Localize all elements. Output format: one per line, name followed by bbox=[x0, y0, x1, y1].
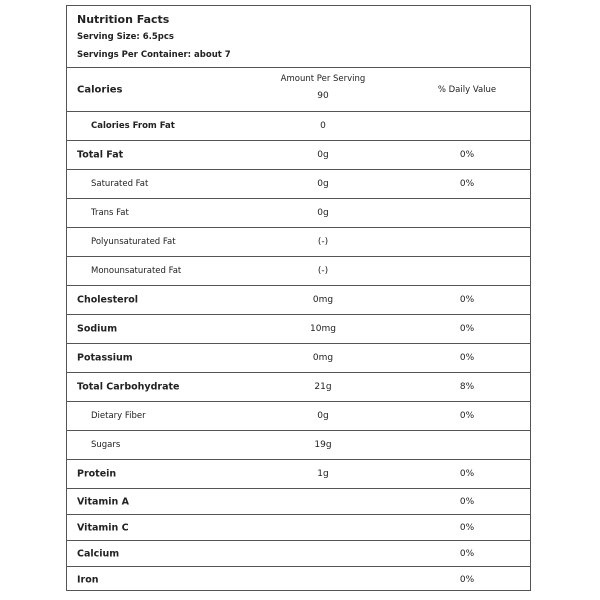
nutrient-row-monounsaturated-fat bbox=[67, 257, 530, 286]
nutrient-label: Cholesterol bbox=[77, 294, 139, 306]
calories-label: Calories bbox=[77, 84, 123, 95]
nutrient-label: Vitamin A bbox=[77, 496, 129, 507]
nutrient-label: Total Carbohydrate bbox=[77, 381, 180, 393]
nutrient-row-polyunsaturated-fat bbox=[67, 228, 530, 257]
nutrient-daily-value: 0% bbox=[459, 150, 475, 160]
nutrient-label: Dietary Fiber bbox=[91, 411, 146, 421]
nutrient-row-vitamin-c bbox=[67, 515, 530, 541]
serving-size: Serving Size: 6.5pcs bbox=[77, 32, 174, 42]
nutrient-row-trans-fat bbox=[67, 199, 530, 228]
nutrient-daily-value: 0% bbox=[459, 295, 475, 305]
nutrient-label: Polyunsaturated Fat bbox=[91, 237, 176, 247]
nutrient-row-sodium bbox=[67, 315, 530, 344]
nutrient-amount: (-) bbox=[317, 266, 329, 276]
nutrient-daily-value: 0% bbox=[459, 353, 475, 363]
nutrient-daily-value: 0% bbox=[459, 548, 475, 559]
nutrient-daily-value: 0% bbox=[459, 411, 475, 421]
panel-title: Nutrition Facts bbox=[77, 13, 170, 26]
nutrient-amount: 0g bbox=[317, 208, 329, 218]
servings-per-container: Servings Per Container: about 7 bbox=[77, 50, 231, 60]
nutrient-daily-value: 0% bbox=[459, 324, 475, 334]
nutrient-row-saturated-fat bbox=[67, 170, 530, 199]
nutrient-daily-value: 0% bbox=[459, 469, 475, 479]
nutrient-amount: 0g bbox=[317, 150, 329, 160]
nutrient-label: Total Fat bbox=[77, 149, 124, 161]
daily-value-header: % Daily Value bbox=[437, 84, 497, 95]
nutrient-amount: 0mg bbox=[312, 353, 334, 363]
nutrient-row-sugars bbox=[67, 431, 530, 460]
nutrient-label: Sugars bbox=[91, 440, 121, 450]
nutrient-daily-value: 0% bbox=[459, 575, 475, 585]
nutrient-row-calcium bbox=[67, 541, 530, 567]
nutrient-amount: 0g bbox=[317, 179, 329, 189]
nutrient-amount: 0 bbox=[320, 121, 326, 131]
nutrient-label: Calcium bbox=[77, 548, 120, 559]
nutrition-header bbox=[67, 6, 530, 68]
nutrient-daily-value: 0% bbox=[459, 179, 475, 189]
nutrient-row-total-fat bbox=[67, 141, 530, 170]
amount-per-serving-header: Amount Per Serving bbox=[280, 74, 366, 84]
nutrient-row-protein bbox=[67, 460, 530, 489]
nutrient-label: Protein bbox=[77, 468, 117, 480]
nutrient-amount: 19g bbox=[314, 440, 332, 450]
nutrient-daily-value: 8% bbox=[459, 382, 475, 392]
nutrient-amount: 1g bbox=[317, 469, 329, 479]
nutrient-amount: 0g bbox=[317, 411, 329, 421]
nutrient-row-calories-from-fat bbox=[67, 112, 530, 141]
nutrient-amount: 0mg bbox=[312, 295, 334, 305]
calories-amount: 90 bbox=[317, 91, 329, 101]
nutrient-row-potassium bbox=[67, 344, 530, 373]
nutrient-label: Iron bbox=[77, 574, 99, 586]
nutrient-amount: (-) bbox=[317, 237, 329, 247]
nutrient-row-dietary-fiber bbox=[67, 402, 530, 431]
nutrient-label: Vitamin C bbox=[77, 522, 129, 533]
nutrient-amount: 10mg bbox=[310, 324, 336, 334]
nutrient-label: Saturated Fat bbox=[91, 179, 149, 189]
nutrient-row-cholesterol bbox=[67, 286, 530, 315]
nutrient-row-total-carbohydrate bbox=[67, 373, 530, 402]
nutrient-row-iron bbox=[67, 567, 530, 593]
nutrient-label: Sodium bbox=[77, 323, 118, 335]
nutrient-daily-value: 0% bbox=[459, 522, 475, 533]
nutrient-daily-value: 0% bbox=[459, 496, 475, 507]
nutrient-row-vitamin-a bbox=[67, 489, 530, 515]
nutrient-label: Calories From Fat bbox=[91, 121, 175, 131]
nutrition-facts-panel bbox=[66, 5, 531, 591]
nutrient-label: Monounsaturated Fat bbox=[91, 266, 182, 276]
nutrient-amount: 21g bbox=[314, 382, 332, 392]
nutrient-label: Trans Fat bbox=[91, 208, 129, 218]
nutrient-label: Potassium bbox=[77, 352, 133, 364]
calories-row bbox=[67, 68, 530, 112]
